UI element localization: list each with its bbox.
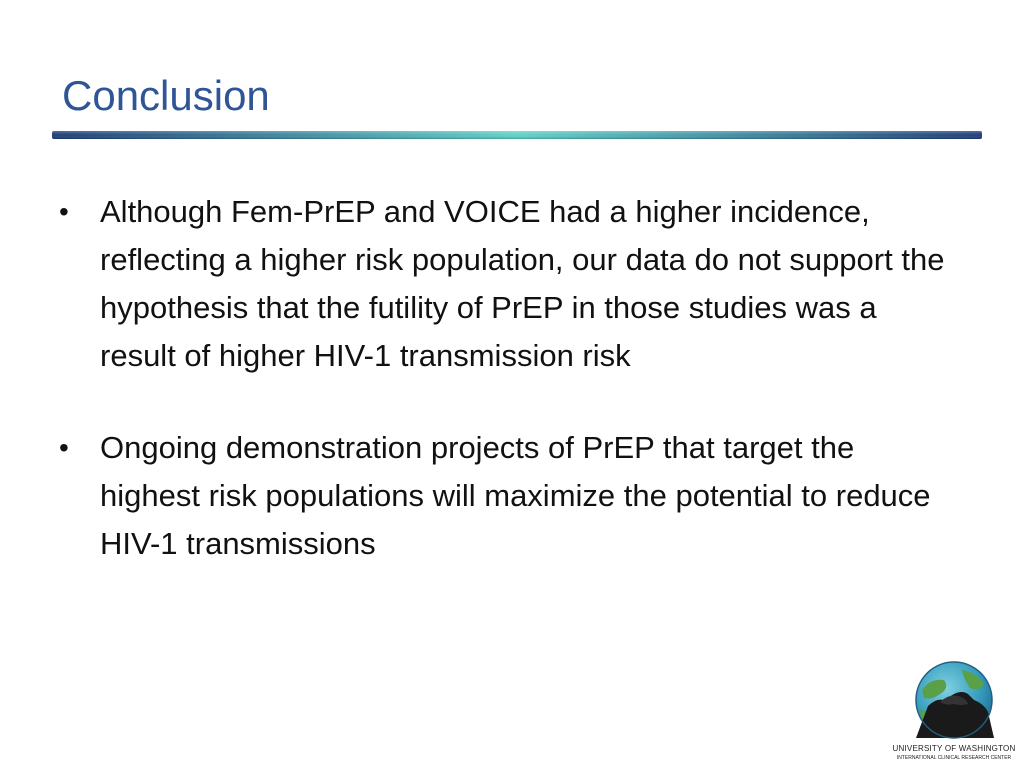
logo-university-name: UNIVERSITY OF WASHINGTON bbox=[892, 744, 1016, 753]
bullet-item bbox=[55, 424, 955, 568]
clasped-hands-globe-icon bbox=[910, 660, 998, 740]
bullet-icon: • bbox=[59, 196, 69, 227]
bullet-list bbox=[55, 188, 955, 568]
bullet-item bbox=[55, 188, 955, 380]
logo-center-name: INTERNATIONAL CLINICAL RESEARCH CENTER bbox=[896, 755, 1012, 761]
uw-icrc-logo bbox=[884, 660, 1024, 765]
slide-title: Conclusion bbox=[62, 72, 270, 119]
bullet-text: Although Fem-PrEP and VOICE had a higher incidence, reflecting a higher risk population, our data do not support the hypothesis that the futility of PrEP in those studies was a result of higher HIV-1 transmission risk bbox=[100, 194, 945, 373]
title-underline bbox=[52, 130, 982, 140]
bullet-text: Ongoing demonstration projects of PrEP that target the highest risk populations will maximize the potential to reduce HIV-1 transmissions bbox=[100, 430, 931, 561]
bullet-icon: • bbox=[59, 432, 69, 463]
